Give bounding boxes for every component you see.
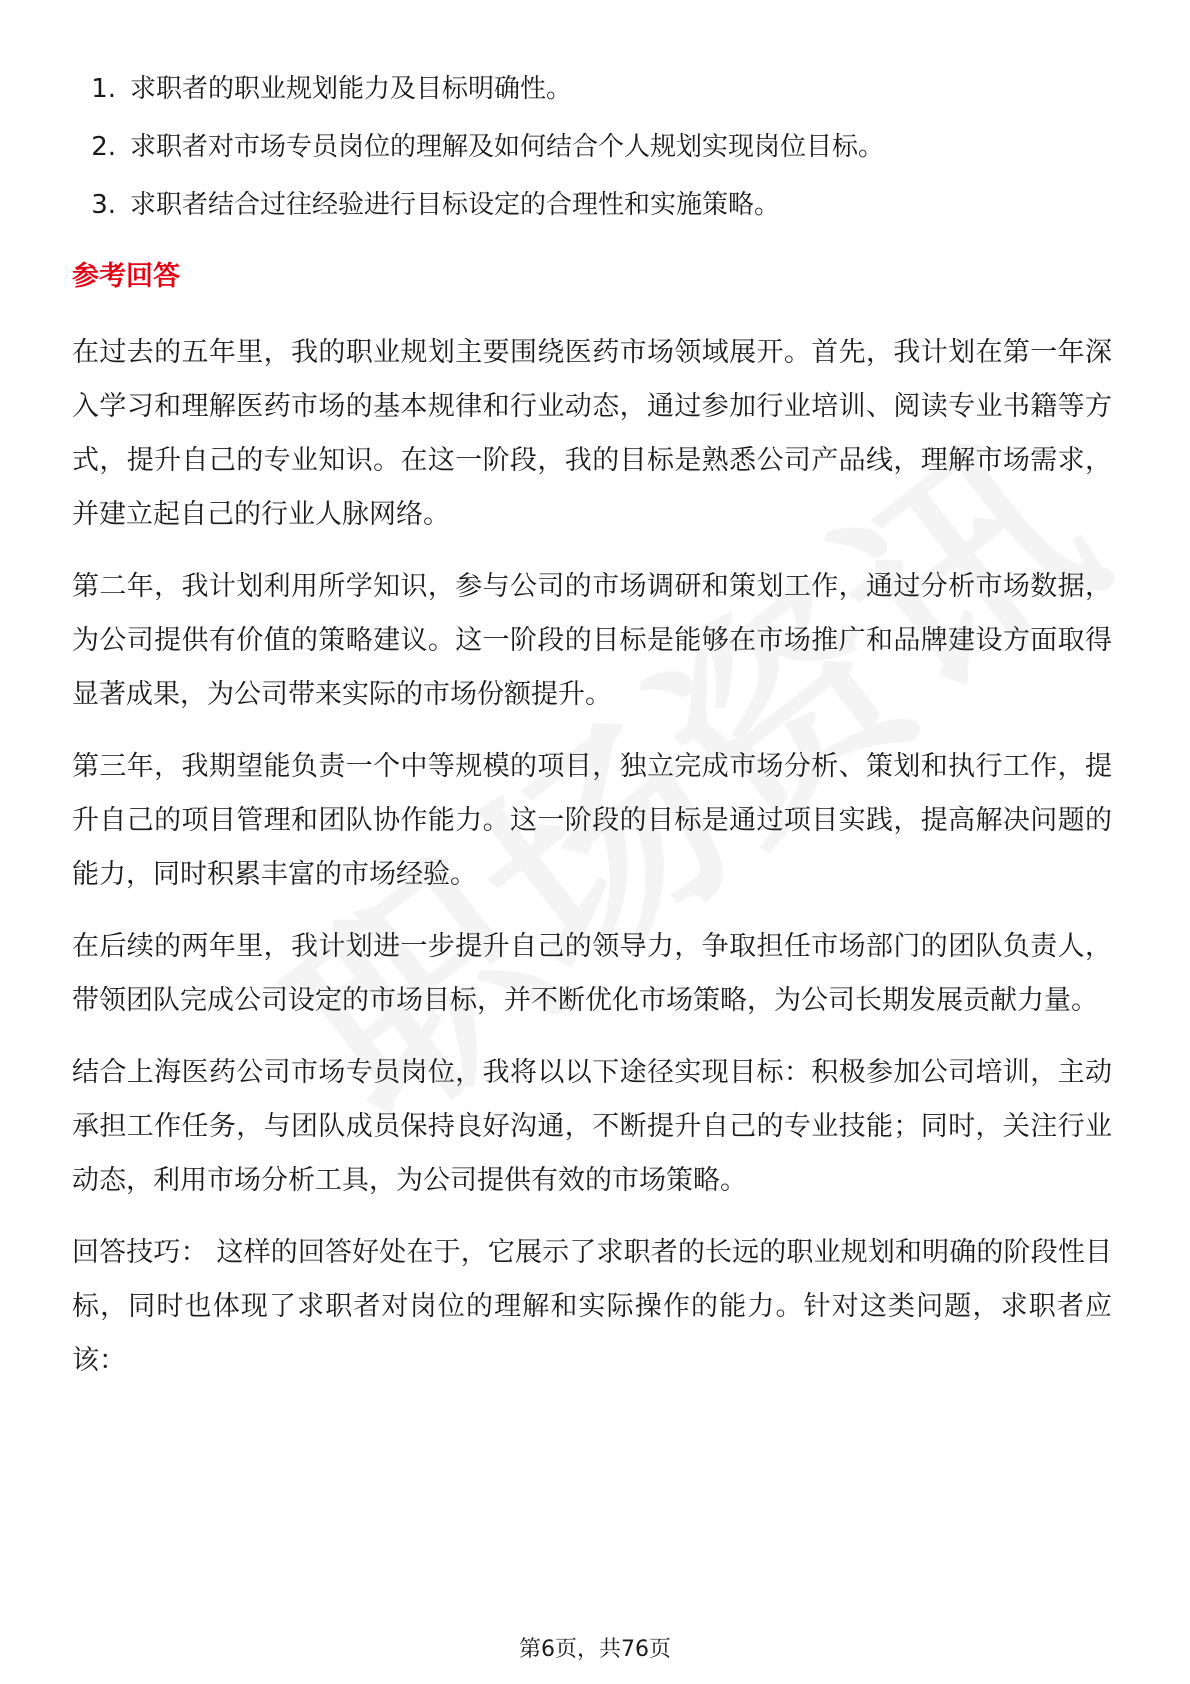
answer-paragraph: 在后续的两年里，我计划进一步提升自己的领导力，争取担任市场部门的团队负责人，带领团队完成公司设定的市场目标，并不断优化市场策略，为公司长期发展贡献力量。 bbox=[72, 931, 1112, 1016]
list-item-number: 1. bbox=[91, 74, 116, 104]
page-content bbox=[72, 60, 1122, 1388]
answer-heading: 参考回答 bbox=[72, 261, 180, 292]
list-item-number: 2. bbox=[91, 132, 116, 162]
list-item-text: 求职者的职业规划能力及目标明确性。 bbox=[130, 74, 573, 104]
evaluation-criteria-list bbox=[72, 60, 1122, 234]
list-item-number: 3. bbox=[91, 190, 116, 220]
list-item-text: 求职者对市场专员岗位的理解及如何结合个人规划实现岗位目标。 bbox=[130, 132, 885, 162]
list-item bbox=[72, 176, 1122, 234]
answer-paragraph: 第二年，我计划利用所学知识，参与公司的市场调研和策划工作，通过分析市场数据，为公司提供有价值的策略建议。这一阶段的目标是能够在市场推广和品牌建设方面取得显著成果，为公司带来实际的市场份额提升。 bbox=[72, 571, 1112, 710]
tips-paragraph: 回答技巧： 这样的回答好处在于，它展示了求职者的长远的职业规划和明确的阶段性目标，同时也体现了求职者对岗位的理解和实际操作的能力。针对这类问题，求职者应该： bbox=[72, 1237, 1112, 1376]
list-item bbox=[72, 118, 1122, 176]
answer-paragraph: 第三年，我期望能负责一个中等规模的项目，独立完成市场分析、策划和执行工作，提升自己的项目管理和团队协作能力。这一阶段的目标是通过项目实践，提高解决问题的能力，同时积累丰富的市场经验。 bbox=[72, 751, 1112, 890]
page-number: 第6页，共76页 bbox=[519, 1637, 671, 1662]
list-item-text: 求职者结合过往经验进行目标设定的合理性和实施策略。 bbox=[130, 190, 781, 220]
answer-paragraph: 结合上海医药公司市场专员岗位，我将以以下途径实现目标：积极参加公司培训，主动承担工作任务，与团队成员保持良好沟通，不断提升自己的专业技能；同时，关注行业动态，利用市场分析工具，为公司提供有效的市场策略。 bbox=[72, 1057, 1112, 1196]
answer-paragraph: 在过去的五年里，我的职业规划主要围绕医药市场领域展开。首先，我计划在第一年深入学习和理解医药市场的基本规律和行业动态，通过参加行业培训、阅读专业书籍等方式，提升自己的专业知识。在这一阶段，我的目标是熟悉公司产品线，理解市场需求，并建立起自己的行业人脉网络。 bbox=[72, 337, 1112, 530]
list-item bbox=[72, 60, 1122, 118]
